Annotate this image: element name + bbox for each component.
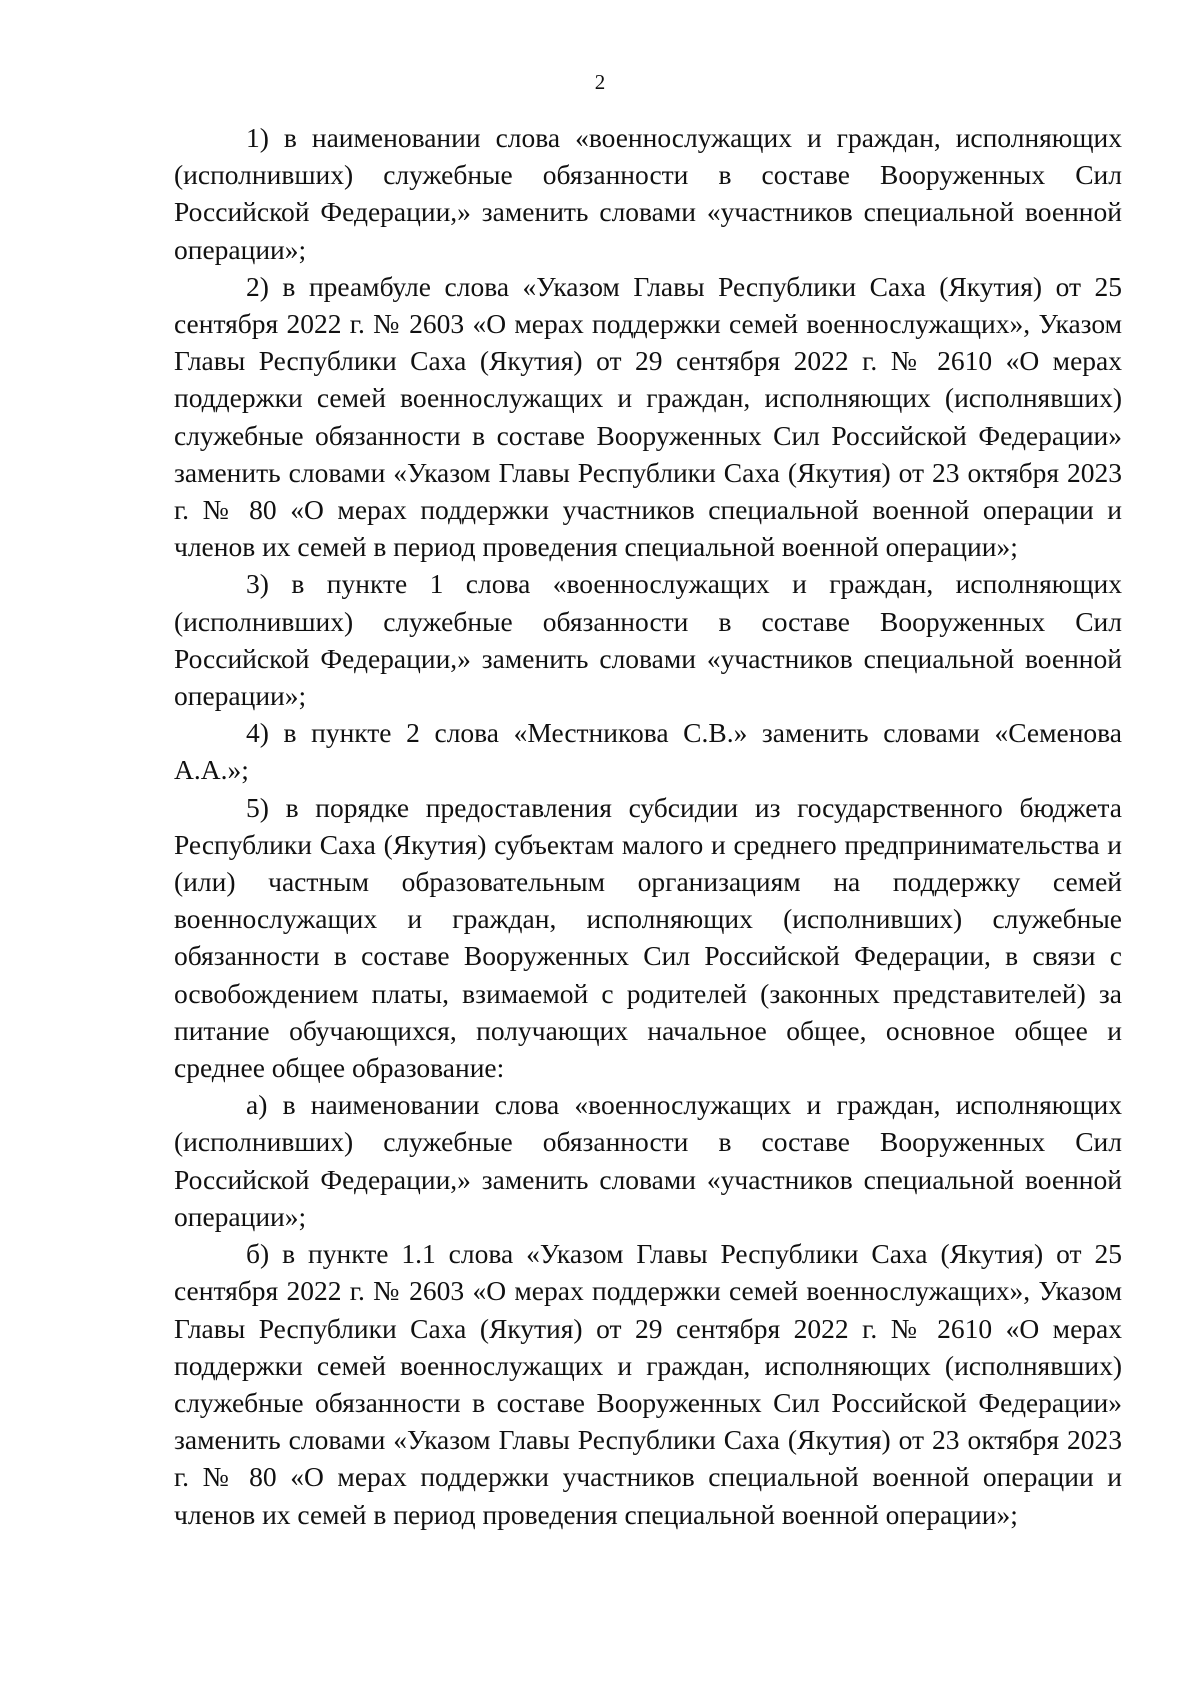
paragraph-5b: б) в пункте 1.1 слова «Указом Главы Республики Саха (Якутия) от 25 сентября 2022 г. № 2603 «О мерах поддержки семей военнослужащих», Указом Главы Республики Саха (Якутия) от 29 сентября 2022 г. № 2610 «О мерах поддержки семей военнослужащих и граждан, исполняющих (исполнявших) служебные обязанности в составе Вооруженных Сил Российской Федерации» заменить словами «Указом Главы Республики Саха (Якутия) от 23 октября 2023 г. № 80 «О мерах поддержки участников специальной военной операции и членов их семей в период проведения специальной военной операции»; xyxy=(174,1238,1122,1530)
paragraph-5: 5) в порядке предоставления субсидии из государственного бюджета Республики Саха (Якутия) субъектам малого и среднего предпринимательства и (или) частным образовательным организациям на поддержку семей военнослужащих и граждан, исполняющих (исполнивших) служебные обязанности в составе Вооруженных Сил Российской Федерации, в связи с освобождением платы, взимаемой с родителей (законных представителей) за питание обучающихся, получающих начальное общее, основное общее и среднее общее образование: xyxy=(174,791,1122,1084)
page-number: 2 xyxy=(594,70,606,94)
paragraph-2: 2) в преамбуле слова «Указом Главы Республики Саха (Якутия) от 25 сентября 2022 г. № 2603 «О мерах поддержки семей военнослужащих», Указом Главы Республики Саха (Якутия) от 29 сентября 2022 г. № 2610 «О мерах поддержки семей военнослужащих и граждан, исполняющих (исполнявших) служебные обязанности в составе Вооруженных Сил Российской Федерации» заменить словами «Указом Главы Республики Саха (Якутия) от 23 октября 2023 г. № 80 «О мерах поддержки участников специальной военной операции и членов их семей в период проведения специальной военной операции»; xyxy=(174,270,1122,563)
document-body xyxy=(174,119,1122,1533)
paragraph-5a: а) в наименовании слова «военнослужащих и граждан, исполняющих (исполнивших) служебные обязанности в составе Вооруженных Сил Российской Федерации,» заменить словами «участников специальной военной операции»; xyxy=(174,1089,1122,1232)
paragraph-4: 4) в пункте 2 слова «Местникова С.В.» заменить словами «Семенова А.А.»; xyxy=(174,717,1122,786)
paragraph-1: 1) в наименовании слова «военнослужащих и граждан, исполняющих (исполнивших) служебные обязанности в составе Вооруженных Сил Российской Федерации,» заменить словами «участников специальной военной операции»; xyxy=(174,122,1122,265)
paragraph-3: 3) в пункте 1 слова «военнослужащих и граждан, исполняющих (исполнивших) служебные обязанности в составе Вооруженных Сил Российской Федерации,» заменить словами «участников специальной военной операции»; xyxy=(174,568,1122,712)
